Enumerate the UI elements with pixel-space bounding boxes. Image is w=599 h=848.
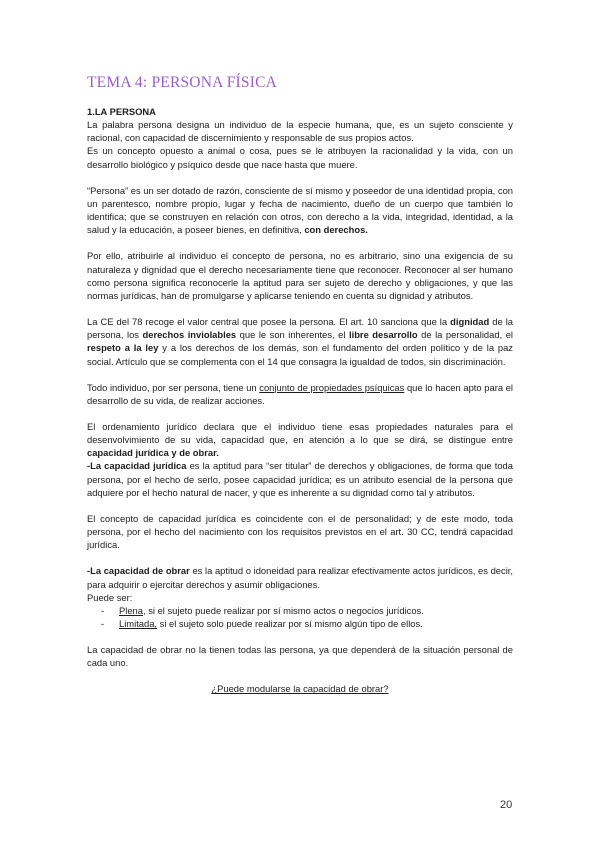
- page-number: 20: [500, 799, 513, 811]
- paragraph-dignity: Por ello, atribuirle al individuo el concepto de persona, no es arbitrario, sino una exigencia de su naturaleza y dignidad que el derecho necesariamente tiene que reconocer. Reconocer al ser humano como persona significa reconocerle la aptitud para ser sujeto de derecho y obligaciones, y que las normas jurídicas, han de promulgarse y aplicarse teniendo en cuenta su dignidad y atributos.: [87, 250, 513, 301]
- paragraph-definition: La palabra persona designa un individuo de la especie humana, que, es un sujeto consciente y racional, con capacidad de discernimiento y responsable de sus propios actos.: [87, 119, 513, 144]
- list-item: - Limitada, si el sujeto solo puede realizar por sí mismo algún tipo de ellos.: [101, 618, 423, 629]
- paragraph-properties: Todo individuo, por ser persona, tiene un conjunto de propiedades psíquicas que lo hacen apto para el desarrollo de su vida, de realizar acciones.: [87, 381, 513, 406]
- puede-ser-label: Puede ser:: [87, 591, 133, 603]
- paragraph-capacidad-juridica: -La capacidad jurídica es la aptitud para “ser titular” de derechos y obligaciones, de forma que toda persona, por el hecho de serlo, posee capacidad jurídica; es un atributo esencial de la persona que adquiere por el hecho natural de nacer, y que es inherente a su dignidad como tal y atributos.: [87, 460, 513, 498]
- paragraph-ordenamiento: El ordenamiento jurídico declara que el individuo tiene esas propiedades naturales para el desenvolvimiento de su vida, capacidad que, en atención a lo que se dirá, se distingue entre capacidad jurídica y de obrar.: [87, 420, 513, 459]
- paragraph-capacidad-obrar: -La capacidad de obrar es la aptitud o idoneidad para realizar efectivamente actos jurídicos, es decir, para adquirir o ejercitar derechos y asumir obligaciones.: [87, 565, 513, 590]
- paragraph-personalidad: El concepto de capacidad jurídica es coincidente con el de personalidad; y de este modo, toda persona, por el hecho del nacimiento con los requisitos previstos en el art. 30 CC, tendrá capacidad jurídica.: [87, 512, 513, 551]
- section-heading: 1.LA PERSONA: [87, 106, 156, 117]
- paragraph-persona: “Persona” es un ser dotado de razón, consciente de sí mismo y poseedor de una identidad propia, con un parentesco, nombre propio, lugar y fecha de nacimiento, dueño de un cuerpo que también lo identifica; que se construyen en relación con otros, con derecho a la vida, integridad, identidad, a la salud y la educación, a poseer bienes, en definitiva, con derechos.: [87, 184, 513, 236]
- page-title: TEMA 4: PERSONA FÍSICA: [87, 74, 278, 91]
- document-body: [87, 105, 513, 696]
- paragraph-concept: Es un concepto opuesto a animal o cosa, pues se le atribuyen la racionalidad y la vida, con un desarrollo biológico y psíquico desde que nace hasta que muere.: [87, 145, 513, 170]
- paragraph-situacion: La capacidad de obrar no la tienen todas las persona, ya que dependerá de la situación personal de cada uno.: [87, 644, 513, 669]
- closing-question: ¿Puede modularse la capacidad de obrar?: [211, 683, 389, 695]
- list-item: - Plena, si el sujeto puede realizar por sí mismo actos o negocios jurídicos.: [101, 604, 424, 616]
- paragraph-constitution: La CE del 78 recoge el valor central que posee la persona. El art. 10 sanciona que la dignidad de la persona, los derechos inviolables que le son inherentes, el libre desarrollo de la personalidad, el respeto a la ley y a los derechos de los demás, son el fundamento del orden político y de la paz social. Artículo que se complementa con el 14 que consagra la igualdad de todos, sin discriminación.: [87, 316, 514, 367]
- capacity-type-list: [87, 604, 513, 630]
